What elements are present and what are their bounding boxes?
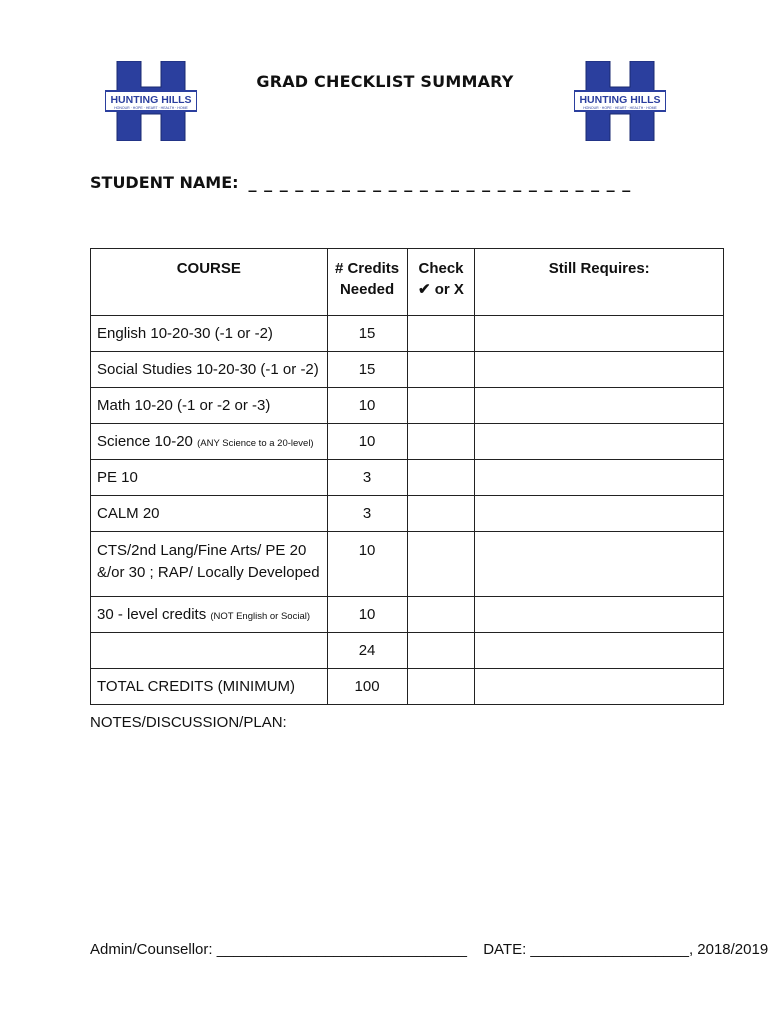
student-name-field[interactable]: _ _ _ _ _ _ _ _ _ _ _ _ _ _ _ _ _ _ _ _ _ _ _ _ _: [248, 173, 632, 192]
course-cell: Math 10-20 (-1 or -2 or -3): [91, 388, 328, 424]
course-cell: Science 10-20 (ANY Science to a 20-level): [91, 424, 328, 460]
still-requires-cell[interactable]: [475, 633, 724, 669]
course-note: (NOT English or Social): [210, 611, 310, 622]
check-cell[interactable]: [407, 532, 475, 597]
page-title: GRAD CHECKLIST SUMMARY: [256, 72, 514, 91]
table-row: [91, 669, 724, 705]
check-cell[interactable]: [407, 460, 475, 496]
table-row: [91, 597, 724, 633]
credits-cell: 10: [327, 424, 407, 460]
header-check: Check ✔ or X: [407, 249, 475, 316]
still-requires-cell[interactable]: [475, 496, 724, 532]
course-cell[interactable]: [91, 633, 328, 669]
still-requires-cell[interactable]: [475, 669, 724, 705]
school-logo-right: [574, 61, 666, 141]
admin-label: Admin/Counsellor:: [90, 941, 213, 958]
still-requires-cell[interactable]: [475, 597, 724, 633]
footer-signature-row: [90, 941, 768, 958]
course-cell: Social Studies 10-20-30 (-1 or -2): [91, 352, 328, 388]
course-cell: PE 10: [91, 460, 328, 496]
school-year: , 2018/2019: [688, 941, 768, 958]
still-requires-cell[interactable]: [475, 352, 724, 388]
credits-cell: 15: [327, 316, 407, 352]
still-requires-cell[interactable]: [475, 388, 724, 424]
check-cell[interactable]: [407, 496, 475, 532]
course-cell: 30 - level credits (NOT English or Social): [91, 597, 328, 633]
credits-cell: 100: [327, 669, 407, 705]
svg-text:HUNTING HILLS: HUNTING HILLS: [579, 94, 661, 106]
table-header-row: [91, 249, 724, 316]
check-cell[interactable]: [407, 597, 475, 633]
table-row: [91, 460, 724, 496]
svg-text:HONOUR · HOPE · HEART · HEALTH: HONOUR · HOPE · HEART · HEALTH · HOME: [583, 106, 657, 110]
check-cell[interactable]: [407, 424, 475, 460]
credits-cell: 10: [327, 388, 407, 424]
table-row: [91, 388, 724, 424]
school-logo-left: [105, 61, 197, 141]
still-requires-cell[interactable]: [475, 424, 724, 460]
course-cell: CALM 20: [91, 496, 328, 532]
credits-cell: 15: [327, 352, 407, 388]
table-row: [91, 316, 724, 352]
table-row: [91, 496, 724, 532]
date-field[interactable]: ___________________: [530, 941, 689, 958]
credits-cell: 3: [327, 460, 407, 496]
check-cell[interactable]: [407, 388, 475, 424]
svg-text:HONOUR · HOPE · HEART · HEALTH: HONOUR · HOPE · HEART · HEALTH · HOME: [114, 106, 188, 110]
header-credits: # Credits Needed: [327, 249, 407, 316]
svg-text:HUNTING HILLS: HUNTING HILLS: [110, 94, 192, 106]
notes-label: NOTES/DISCUSSION/PLAN:: [90, 714, 287, 731]
check-cell[interactable]: [407, 316, 475, 352]
credits-cell: 10: [327, 597, 407, 633]
table-row: [91, 532, 724, 597]
table-row: [91, 352, 724, 388]
admin-signature-field[interactable]: ______________________________: [216, 941, 468, 958]
student-name-row: [90, 173, 631, 192]
date-label: DATE:: [483, 941, 527, 958]
table-row: [91, 424, 724, 460]
still-requires-cell[interactable]: [475, 532, 724, 597]
credits-cell: 24: [327, 633, 407, 669]
header-still-requires: Still Requires:: [475, 249, 724, 316]
student-name-label: STUDENT NAME:: [90, 173, 239, 192]
course-cell: CTS/2nd Lang/Fine Arts/ PE 20 &/or 30 ; RAP/ Locally Developed: [91, 532, 328, 597]
check-cell[interactable]: [407, 669, 475, 705]
checklist-table: [90, 248, 724, 705]
still-requires-cell[interactable]: [475, 316, 724, 352]
still-requires-cell[interactable]: [475, 460, 724, 496]
course-cell: TOTAL CREDITS (MINIMUM): [91, 669, 328, 705]
credits-cell: 3: [327, 496, 407, 532]
course-cell: English 10-20-30 (-1 or -2): [91, 316, 328, 352]
check-cell[interactable]: [407, 633, 475, 669]
table-row: [91, 633, 724, 669]
course-note: (ANY Science to a 20-level): [197, 438, 314, 449]
check-cell[interactable]: [407, 352, 475, 388]
header-course: COURSE: [91, 249, 328, 316]
credits-cell: 10: [327, 532, 407, 597]
